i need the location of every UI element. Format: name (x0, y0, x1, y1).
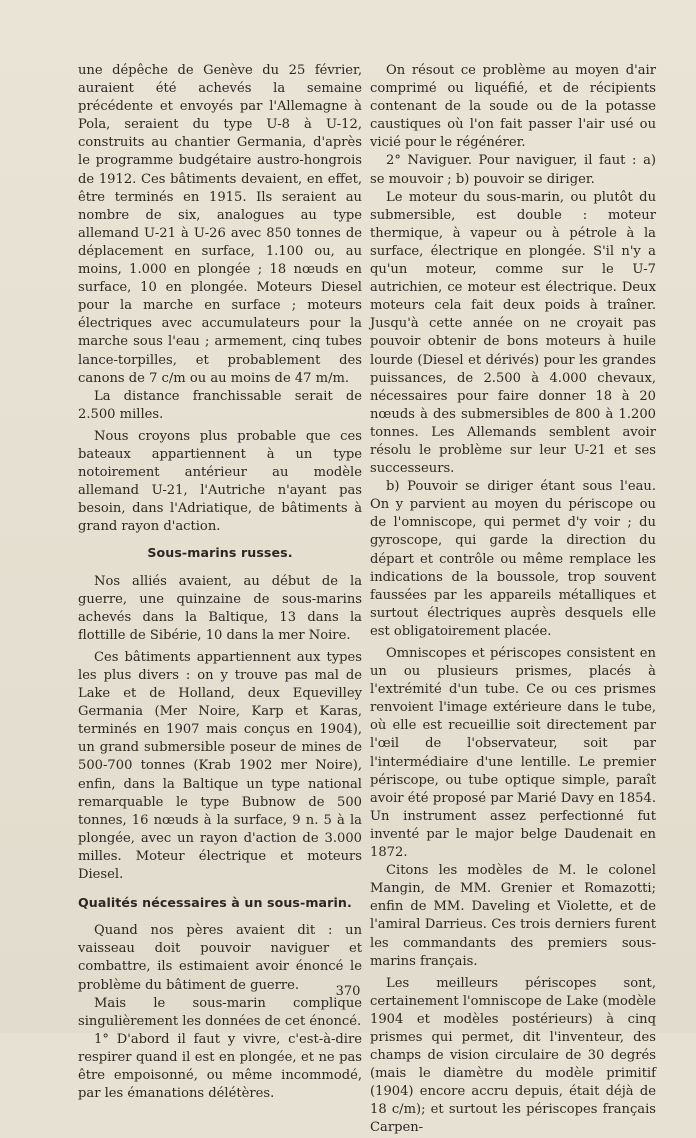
section-heading-qualites: Qualités nécessaires à un sous-marin. (78, 895, 352, 911)
paragraph: La distance franchissable serait de 2.500 milles. (78, 388, 362, 422)
paragraph: Citons les modèles de M. le colonel Mangin, de MM. Grenier et Romazotti; enfin de MM. Daveling et Violette, et de l'amiral Darrieus. Ces trois derniers furent les commandants des premiers sous-marins français. (370, 863, 656, 969)
paragraph: Nous croyons plus probable que ces bateaux appartiennent à un type notoirement antérieur au modèle allemand U-21, l'Autriche n'ayant pas besoin, dans l'Adriatique, de bâtiments à grand rayon d'action. (78, 428, 362, 535)
page-number: 370 (335, 984, 361, 999)
paragraph: Ces bâtiments appartiennent aux types les plus divers : on y trouve pas mal de Lake et de Holland, deux Equevilley Germania (Mer Noire, Karp et Karas, terminés en 1907 mais conçus en 1904), un grand submersible poseur de mines de 500-700 tonnes (Krab 1902 mer Noire), enfin, dans la Baltique un type national remarquable le type Bubnow de 500 tonnes, 16 nœuds à la surface, 9 n. 5 à la plongée, avec un rayon d'action de 3.000 milles. Moteur électrique et moteurs Diesel. (78, 649, 362, 883)
paragraph: 2° Naviguer. Pour naviguer, il faut : a) se mouvoir ; b) pouvoir se diriger. (370, 153, 656, 187)
paragraph: Mais le sous-marin complique singulièrement les données de cet énoncé. (78, 995, 362, 1029)
paragraph: Quand nos pères avaient dit : un vaisseau doit pouvoir naviguer et combattre, ils estimaient avoir énoncé le problème du bâtiment de guerre. (78, 923, 362, 993)
section-heading-russes: Sous-marins russes. (147, 545, 293, 561)
paragraph: Nos alliés avaient, au début de la guerre, une quinzaine de sous-marins achevés dans la Baltique, 13 dans la flottille de Sibérie, 10 dans la mer Noire. (78, 573, 362, 643)
right-column (370, 62, 656, 1138)
paragraph: On résout ce problème au moyen d'air comprimé ou liquéfié, et de récipients contenant de la soude ou de la potasse caustiques où l'on fait passer l'air usé ou vicié pour le régénérer. (370, 63, 656, 151)
left-column (78, 62, 362, 1103)
paragraph: 1° D'abord il faut y vivre, c'est-à-dire respirer quand il est en plongée, et ne pas être empoisonné, ou même incommodé, par les émanations délétères. (78, 1031, 362, 1102)
paragraph: Omniscopes et périscopes consistent en un ou plusieurs prismes, placés à l'extrémité d'un tube. Ce ou ces prismes renvoient l'image extérieure dans le tube, où elle est recueillie soit directement par l'œil de l'observateur, soit par l'intermédiaire d'une lentille. Le premier périscope, ou tube optique simple, paraît avoir été proposé par Marié Davy en 1854. Un instrument assez perfectionné fut inventé par le major belge Daudenait en 1872. (370, 646, 656, 861)
paragraph: Les meilleurs périscopes sont, certainement l'omniscope de Lake (modèle 1904 et modèles postérieurs) à cinq prismes qui permet, dit l'inventeur, des champs de vision circulaire de 30 degrés (mais le diamètre du modèle primitif (1904) encore accru depuis, était déjà de 18 c/m); et surtout les périscopes français Carpen- (370, 975, 656, 1136)
paragraph: b) Pouvoir se diriger étant sous l'eau. On y parvient au moyen du périscope ou de l'omniscope, qui permet d'y voir ; du gyroscope, qui garde la direction du départ et contrôle ou même remplace les indications de la boussole, trop souvent faussées par les appareils métalliques et surtout électriques auprès desquels elle est obligatoirement placée. (370, 479, 656, 639)
paragraph: Le moteur du sous-marin, ou plutôt du submersible, est double : moteur thermique, à vapeur ou à pétrole à la surface, électrique en plongée. S'il n'y a qu'un moteur, comme sur le U-7 autrichien, ce moteur est électrique. Deux moteurs cela fait deux poids à traîner. Jusqu'à cette année on ne croyait pas pouvoir obtenir de bons moteurs à huile lourde (Diesel et dérivés) pour les grandes puissances, de 2.500 à 4.000 chevaux, nécessaires pour faire donner 18 à 20 nœuds à des submersibles de 800 à 1.200 tonnes. Les Allemands semblent avoir résolu le problème sur leur U-21 et ses successeurs. (370, 189, 656, 477)
paragraph: une dépêche de Genève du 25 février, auraient été achevés la semaine précédente et envoyés par l'Allemagne à Pola, seraient du type U-8 à U-12, construits au chantier Germania, d'après le programme budgétaire austro-hongrois de 1912. Ces bâtiments devaient, en effet, être terminés en 1915. Ils seraient au nombre de six, analogues au type allemand U-21 à U-26 avec 850 tonnes de déplacement en surface, 1.100 ou, au moins, 1.000 en plongée ; 18 nœuds en surface, 10 en plongée. Moteurs Diesel pour la marche en surface ; moteurs électriques avec accumulateurs pour la marche sous l'eau ; armement, cinq tubes lance-torpilles, et probablement des canons de 7 c/m ou au moins de 47 m/m. (78, 63, 362, 386)
